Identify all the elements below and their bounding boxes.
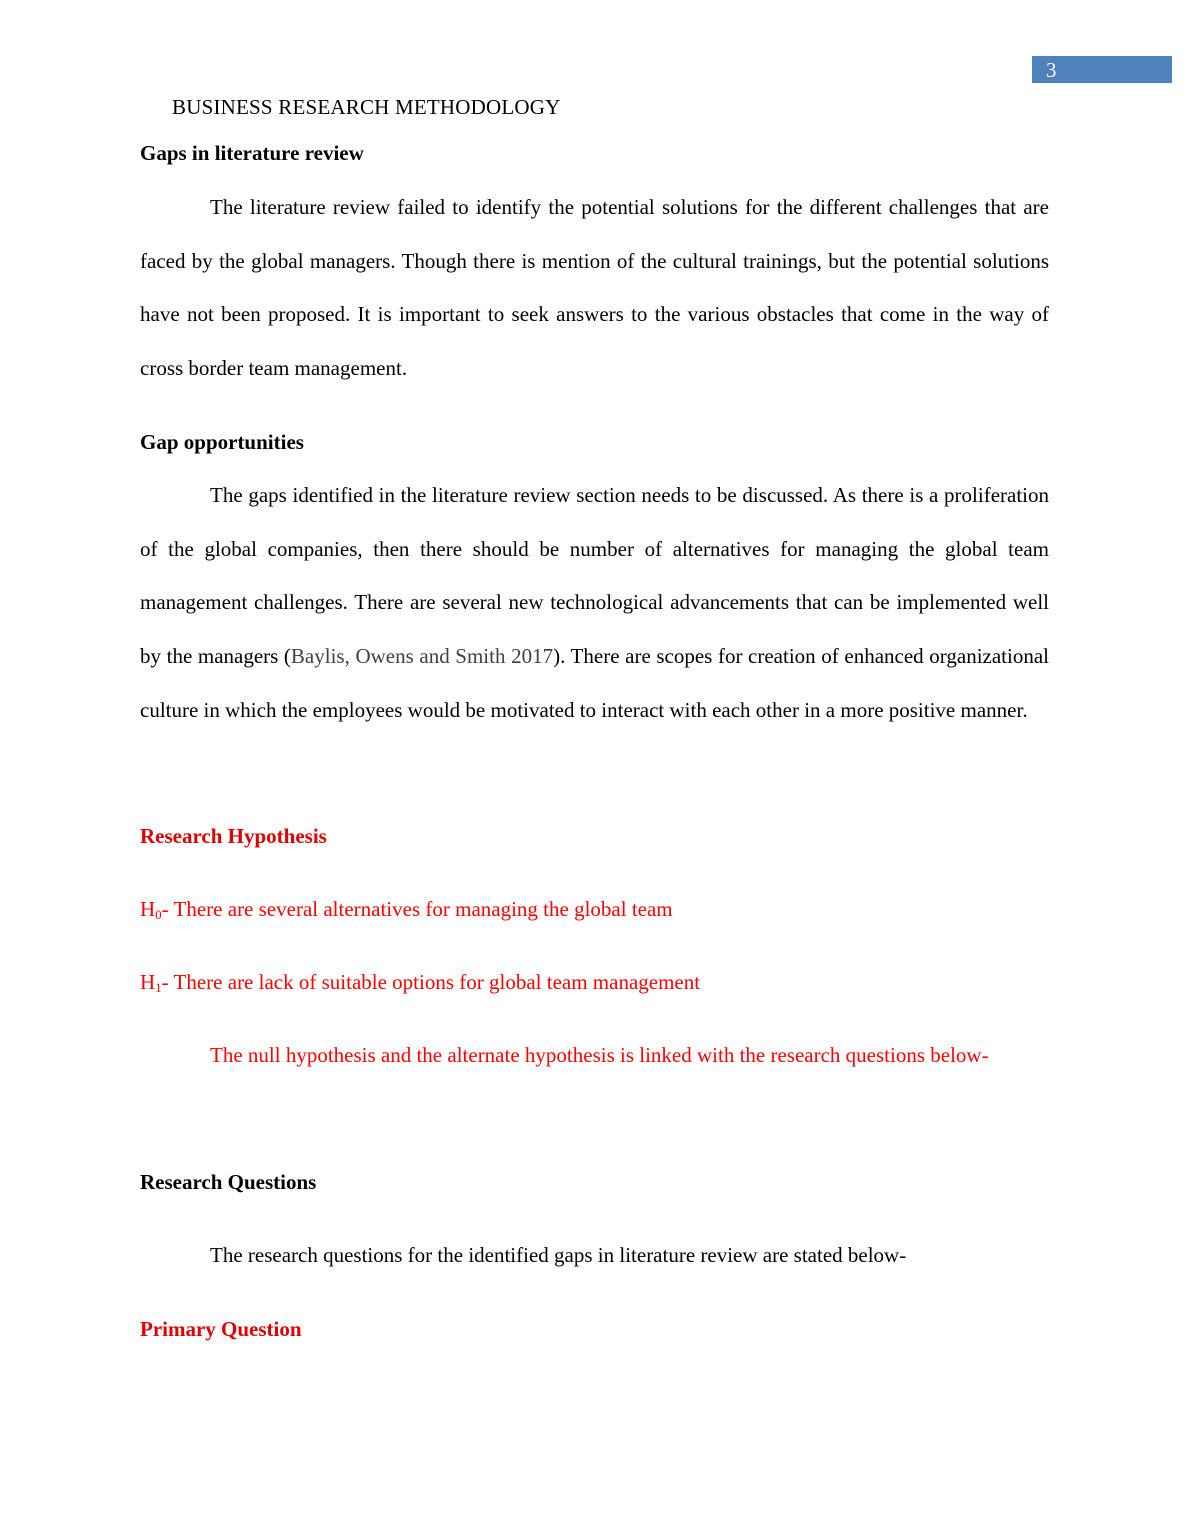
opportunities-paragraph [140, 469, 1049, 738]
primary-question-heading: Primary Question [140, 1317, 302, 1341]
citation: Baylis, Owens and Smith 2017 [290, 644, 554, 669]
h0-text: - There are several alternatives for managing the global team [161, 897, 673, 921]
gaps-heading: Gaps in literature review [140, 141, 364, 165]
page-number: 3 [1046, 58, 1057, 82]
h1-subscript: 1 [155, 980, 162, 995]
gaps-paragraph: The literature review failed to identify the potential solutions for the different challenges that are faced by the global managers. Though there is mention of the cultural trainings, but the potential solutions have not been proposed. It is important to seek answers to the various obstacles that come in the way of cross border team management. [140, 195, 1049, 381]
null-hypothesis [140, 895, 673, 929]
opportunities-text-end: ). There are scopes for creation of enhanced organizational culture in which the employees would be motivated to interact with each other in a more positive manner. [140, 644, 1049, 722]
opportunities-text-start: The gaps identified in the literature review section needs to be discussed. As there is a proliferation of the global companies, then there should be number of alternatives for managing the global team management challenges. There are several new technological advancements that can be implemented well by the managers ( [140, 483, 1049, 669]
questions-intro: The research questions for the identified gaps in literature review are stated below- [210, 1243, 907, 1267]
h0-subscript: 0 [155, 907, 162, 922]
h0-letter: H [140, 897, 156, 921]
questions-heading: Research Questions [140, 1170, 317, 1194]
h1-letter: H [140, 970, 156, 994]
running-head: BUSINESS RESEARCH METHODOLOGY [172, 95, 561, 119]
alternate-hypothesis [140, 968, 700, 1002]
hypothesis-heading: Research Hypothesis [140, 824, 327, 848]
opportunities-heading: Gap opportunities [140, 430, 304, 454]
hypothesis-link-paragraph: The null hypothesis and the alternate hypothesis is linked with the research questions below- [210, 1043, 989, 1067]
h1-text: - There are lack of suitable options for global team management [161, 970, 701, 994]
